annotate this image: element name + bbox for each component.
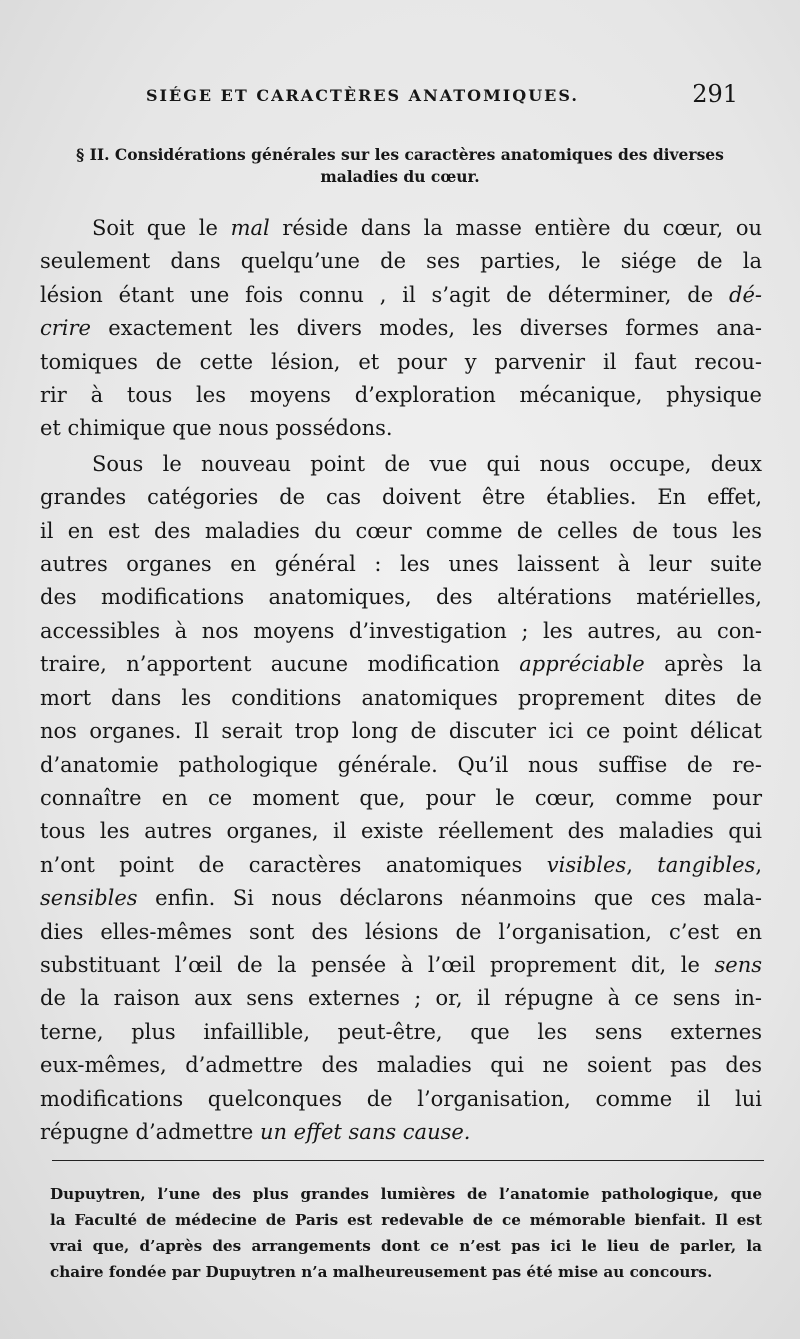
text-line: répugne d’admettre un effet sans cause. (40, 1119, 471, 1144)
text-line: nos organes. Il serait trop long de discuter ici ce point délicat (40, 719, 762, 744)
text-line: autres organes en général : les unes laissent à leur suite (40, 552, 762, 577)
text-line: rir à tous les moyens d’exploration mécanique, physique (40, 383, 762, 408)
footnote-line: vrai que, d’après des arrangements dont ce n’est pas ici le lieu de parler, la (50, 1237, 762, 1255)
text-line: terne, plus infaillible, peut-être, que les sens externes (40, 1019, 762, 1044)
footnote (50, 1181, 762, 1285)
paragraph-1 (40, 212, 762, 446)
footnote-line: chaire fondée par Dupuytren n’a malheureusement pas été mise au concours. (50, 1263, 713, 1281)
text-line: il en est des maladies du cœur comme de celles de tous les (40, 518, 762, 543)
text-line: crire exactement les divers modes, les diverses formes ana- (40, 316, 762, 341)
section-heading (50, 144, 750, 188)
page-number: 291 (692, 80, 738, 108)
text-line: d’anatomie pathologique générale. Qu’il nous suffise de re- (40, 752, 762, 777)
section-heading-line-2: maladies du cœur. (320, 167, 480, 186)
text-line: et chimique que nous possédons. (40, 416, 393, 441)
paragraph-2 (40, 448, 762, 1150)
footnote-line: Dupuytren, l’une des plus grandes lumières de l’anatomie pathologique, que (50, 1185, 762, 1203)
text-line: tomiques de cette lésion, et pour y parvenir il faut recou- (40, 349, 762, 374)
text-line: n’ont point de caractères anatomiques visibles, tangibles, (40, 852, 762, 877)
text-line: connaître en ce moment que, pour le cœur, comme pour (40, 785, 762, 810)
text-line: lésion étant une fois connu , il s’agit de déterminer, de dé- (40, 282, 762, 307)
text-line: modifications quelconques de l’organisation, comme il lui (40, 1086, 762, 1111)
text-line: des modifications anatomiques, des altérations matérielles, (40, 585, 762, 610)
text-line: dies elles-mêmes sont des lésions de l’organisation, c’est en (40, 919, 762, 944)
text-line: Soit que le mal réside dans la masse entière du cœur, ou (92, 216, 762, 240)
footnote-divider (52, 1160, 764, 1161)
text-line: seulement dans quelqu’une de ses parties, le siége de la (40, 249, 762, 274)
text-line: accessibles à nos moyens d’investigation ; les autres, au con- (40, 618, 762, 643)
text-line: traire, n’apportent aucune modification appréciable après la (40, 652, 762, 677)
footnote-line: la Faculté de médecine de Paris est redevable de ce mémorable bienfait. Il est (50, 1211, 762, 1229)
text-line: tous les autres organes, il existe réellement des maladies qui (40, 819, 762, 844)
text-line: Sous le nouveau point de vue qui nous occupe, deux (92, 451, 762, 476)
text-line: grandes catégories de cas doivent être établies. En effet, (40, 485, 762, 510)
text-line: sensibles enfin. Si nous déclarons néanmoins que ces mala- (40, 886, 762, 911)
text-line: mort dans les conditions anatomiques proprement dites de (40, 685, 762, 710)
section-heading-line-1: § II. Considérations générales sur les caractères anatomiques des diverses (76, 145, 724, 164)
text-line: substituant l’œil de la pensée à l’œil proprement dit, le sens (40, 952, 762, 977)
page-header (146, 82, 746, 112)
running-title: SIÉGE ET CARACTÈRES ANATOMIQUES. (146, 86, 579, 105)
text-line: eux-mêmes, d’admettre des maladies qui ne soient pas des (40, 1053, 762, 1078)
text-line: de la raison aux sens externes ; or, il répugne à ce sens in- (40, 986, 762, 1011)
main-text (40, 212, 762, 1149)
